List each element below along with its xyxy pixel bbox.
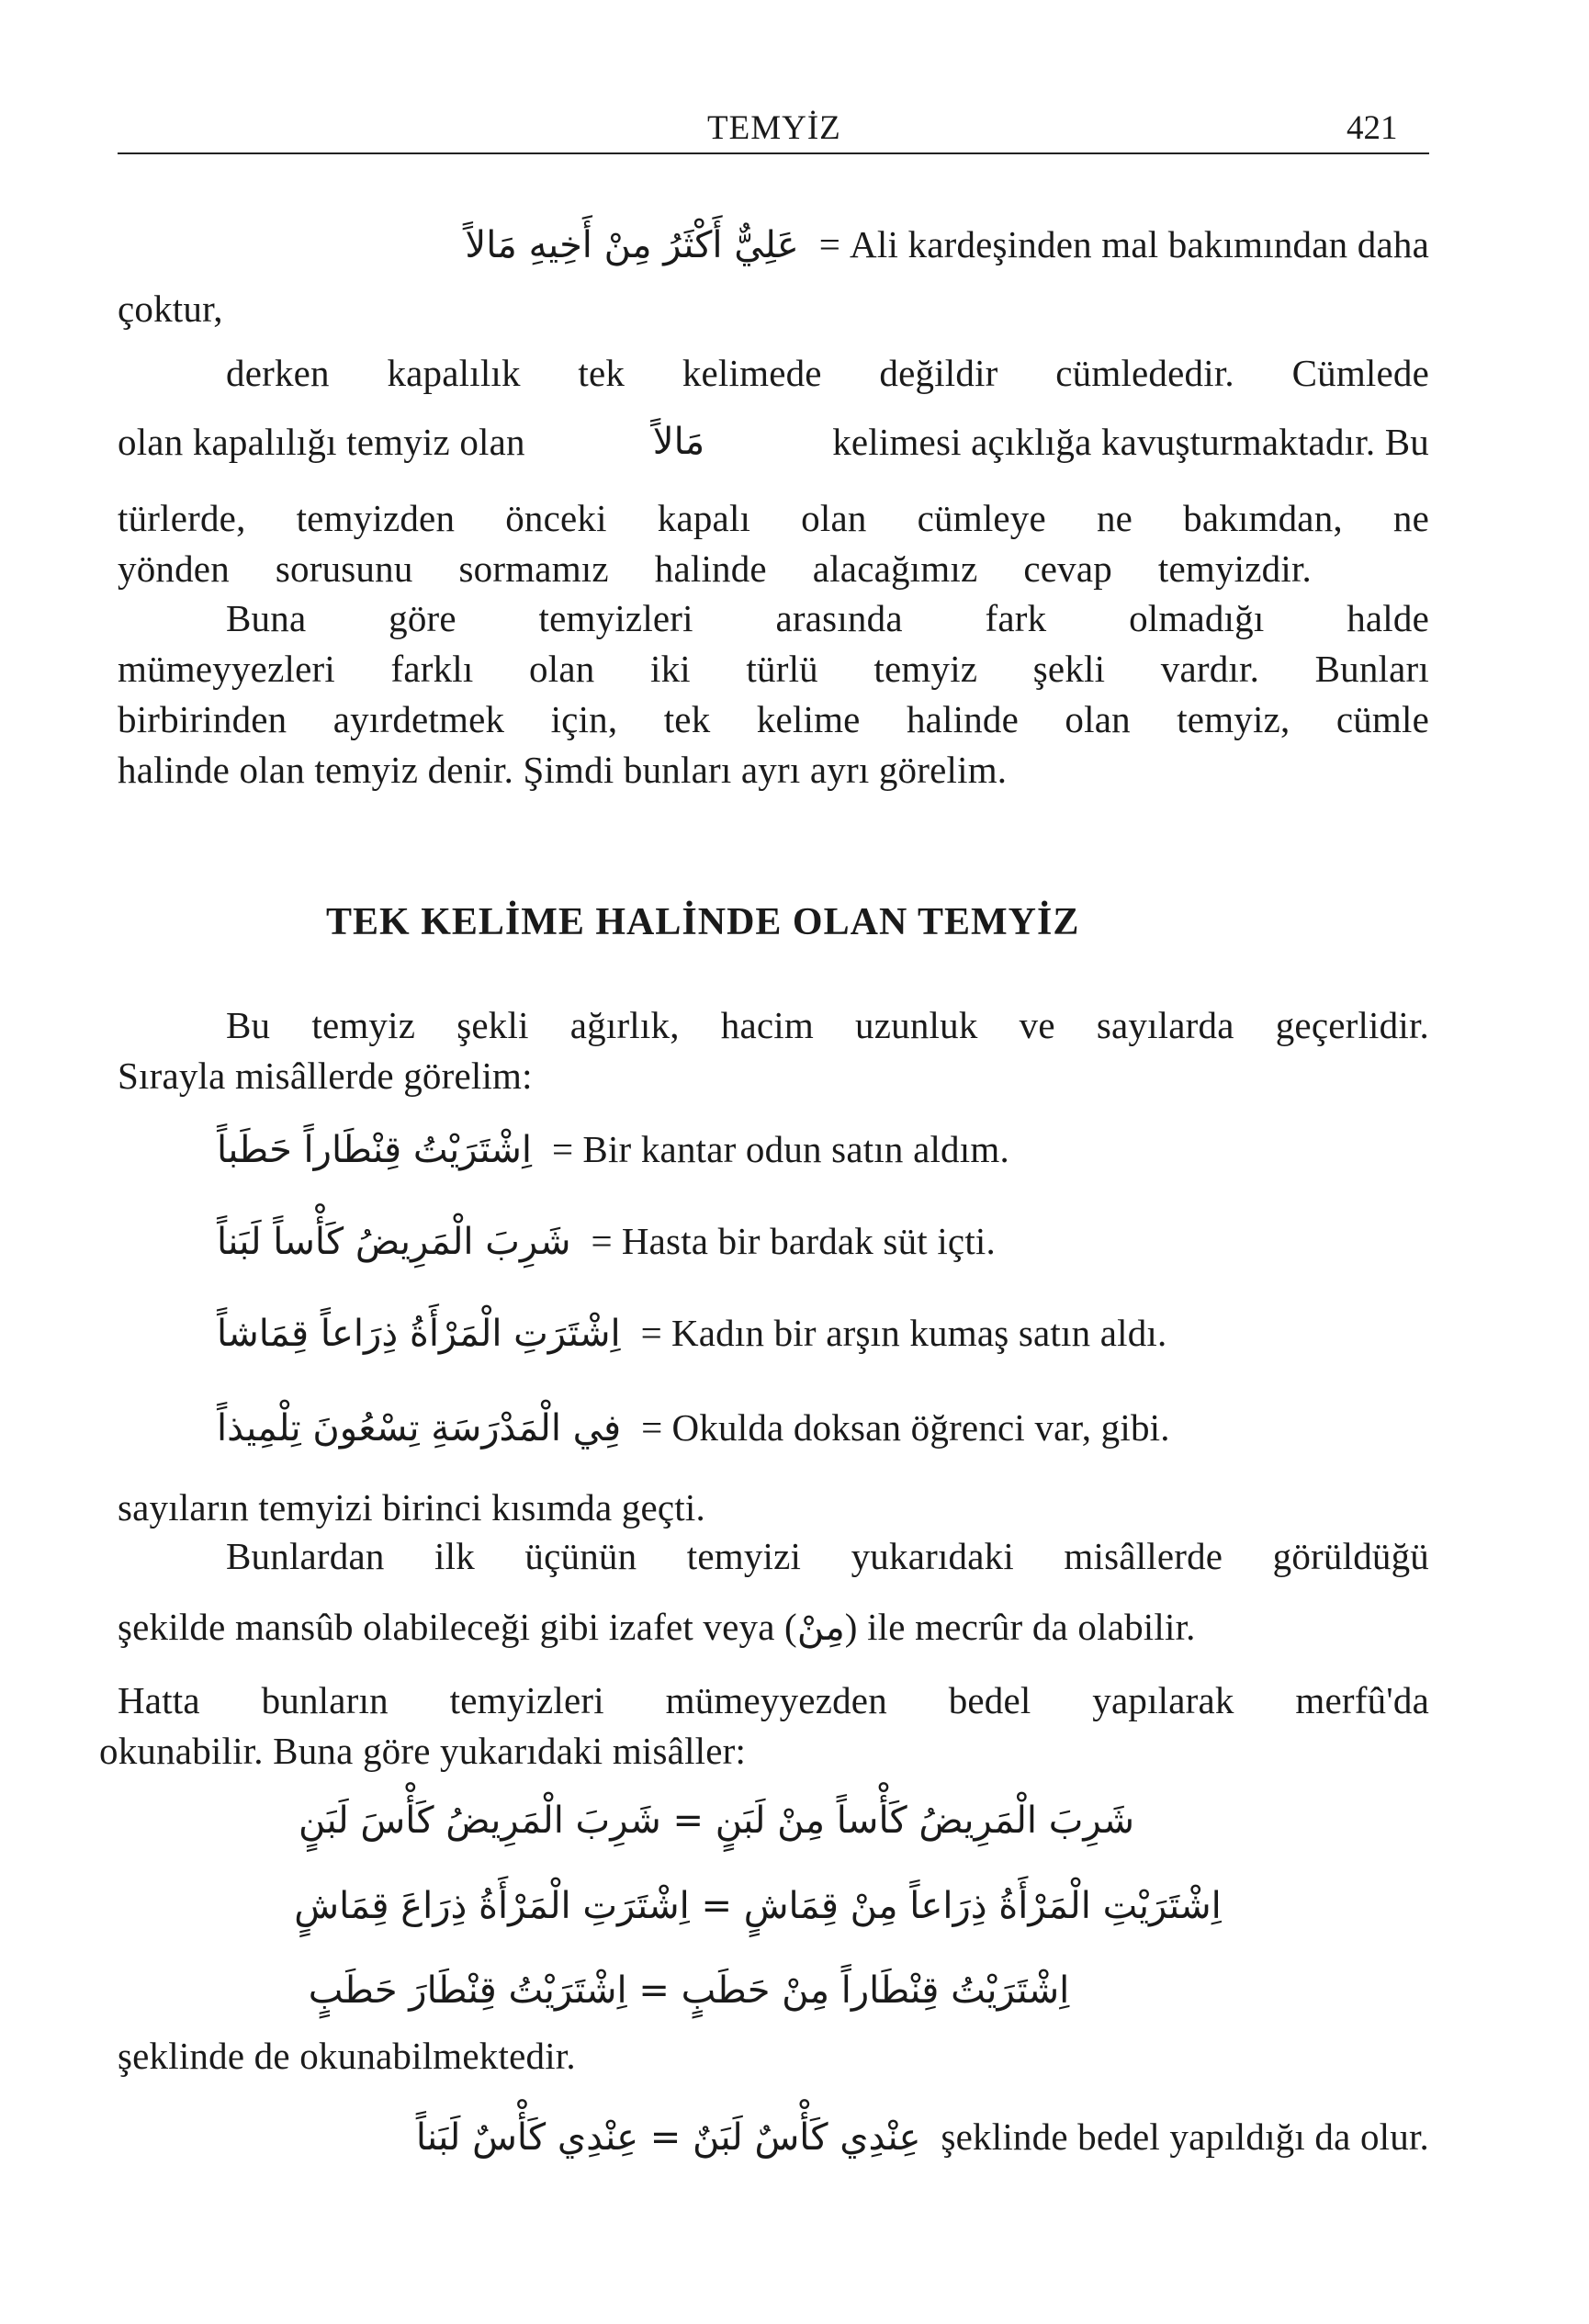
text-line: derken kapalılık tek kelimede değildir cümlededir. Cümlede [226,352,1429,394]
example-line [217,1125,1009,1174]
text-line-with-arabic [118,418,1429,466]
text-fragment: kelimesi açıklığa kavuşturmaktadır. Bu [832,421,1429,463]
text-fragment: şekilde mansûb olabileceği gibi izafet veya ( [118,1606,797,1648]
translation-text: şeklinde bedel yapıldığı da olur. [941,2115,1429,2158]
arabic-phrase: اِشْتَرَيْتُ قِنْطَاراً حَطَباً [217,1129,533,1171]
text-line: şeklinde de okunabilmektedir. [118,2035,576,2077]
arabic-phrase: فِي الْمَدْرَسَةِ تِسْعُونَ تِلْمِيذاً [217,1407,622,1450]
arabic-equation: اِشْتَرَيْتُ قِنْطَاراً مِنْ حَطَبٍ = اِشْتَرَيْتُ قِنْطَارَ حَطَبٍ [308,1969,1070,2012]
arabic-equation: شَرِبَ الْمَرِيضُ كَأْساً مِنْ لَبَنٍ = شَرِبَ الْمَرِيضُ كَأْسَ لَبَنٍ [299,1799,1134,1842]
text-line-with-arabic [118,1603,1429,1652]
text-line: çoktur, [118,288,223,330]
arabic-word: مَالاً [652,421,705,463]
text-line: mümeyyezleri farklı olan iki türlü temyiz şekli vardır. Bunları [118,648,1429,690]
translation-text: = Ali kardeşinden mal bakımından daha [818,223,1429,265]
text-fragment: ) ile mecrûr da olabilir. [844,1606,1196,1648]
text-line: yönden sorusunu sormamız halinde alacağımız cevap temyizdir. [118,547,1312,590]
arabic-equation: اِشْتَرَيْتِ الْمَرْأَةُ ذِرَاعاً مِنْ قِمَاشٍ = اِشْتَرَتِ الْمَرْأَةُ ذِرَاعَ قِمَاشٍ [294,1885,1222,1927]
translation-text: = Bir kantar odun satın aldım. [552,1128,1009,1170]
text-line: halinde olan temyiz denir. Şimdi bunları ayrı ayrı görelim. [118,749,1008,791]
text-line: Buna göre temyizleri arasında fark olmadığı halde [226,597,1429,639]
text-line: Bu temyiz şekli ağırlık, hacim uzunluk ve sayılarda geçerlidir. [226,1004,1429,1046]
example-line [217,1309,1166,1358]
example-line-ali [217,220,1429,269]
arabic-phrase: عَلِيٌّ أَكْثَرُ مِنْ أَخِيهِ مَالاً [465,224,799,266]
arabic-phrase: شَرِبَ الْمَرِيضُ كَأْساً لَبَناً [217,1221,571,1263]
translation-text: = Hasta bir bardak süt içti. [591,1220,996,1262]
text-line: Sırayla misâllerde görelim: [118,1055,533,1097]
header-rule [118,152,1429,154]
text-line: okunabilir. Buna göre yukarıdaki misâller: [99,1730,747,1772]
translation-text: = Okulda doksan öğrenci var, gibi. [641,1406,1170,1449]
arabic-phrase: عِنْدِي كَأْسٌ لَبَنٌ = عِنْدِي كَأْسٌ لَبَناً [415,2116,921,2159]
text-line: Bunlardan ilk üçünün temyizi yukarıdaki misâllerde görüldüğü [226,1535,1429,1577]
translation-text: = Kadın bir arşın kumaş satın aldı. [640,1312,1167,1354]
arabic-phrase: اِشْتَرَتِ الْمَرْأَةُ ذِرَاعاً قِمَاشاً [217,1313,621,1355]
arabic-word: مِنْ [796,1607,845,1649]
text-line: birbirinden ayırdetmek için, tek kelime halinde olan temyiz, cümle [118,698,1429,740]
example-line [217,1404,1170,1452]
example-line-final [217,2113,1429,2161]
section-heading: TEK KELİME HALİNDE OLAN TEMYİZ [326,901,1080,943]
example-line [217,1217,996,1266]
page-number: 421 [1347,109,1398,147]
text-line: Hatta bunların temyizleri mümeyyezden bedel yapılarak merfû'da [118,1679,1429,1721]
text-line: sayıların temyizi birinci kısımda geçti. [118,1486,705,1529]
text-fragment: olan kapalılığı temyiz olan [118,421,525,463]
running-header-title: TEMYİZ [707,109,841,147]
text-line: türlerde, temyizden önceki kapalı olan cümleye ne bakımdan, ne [118,497,1429,539]
